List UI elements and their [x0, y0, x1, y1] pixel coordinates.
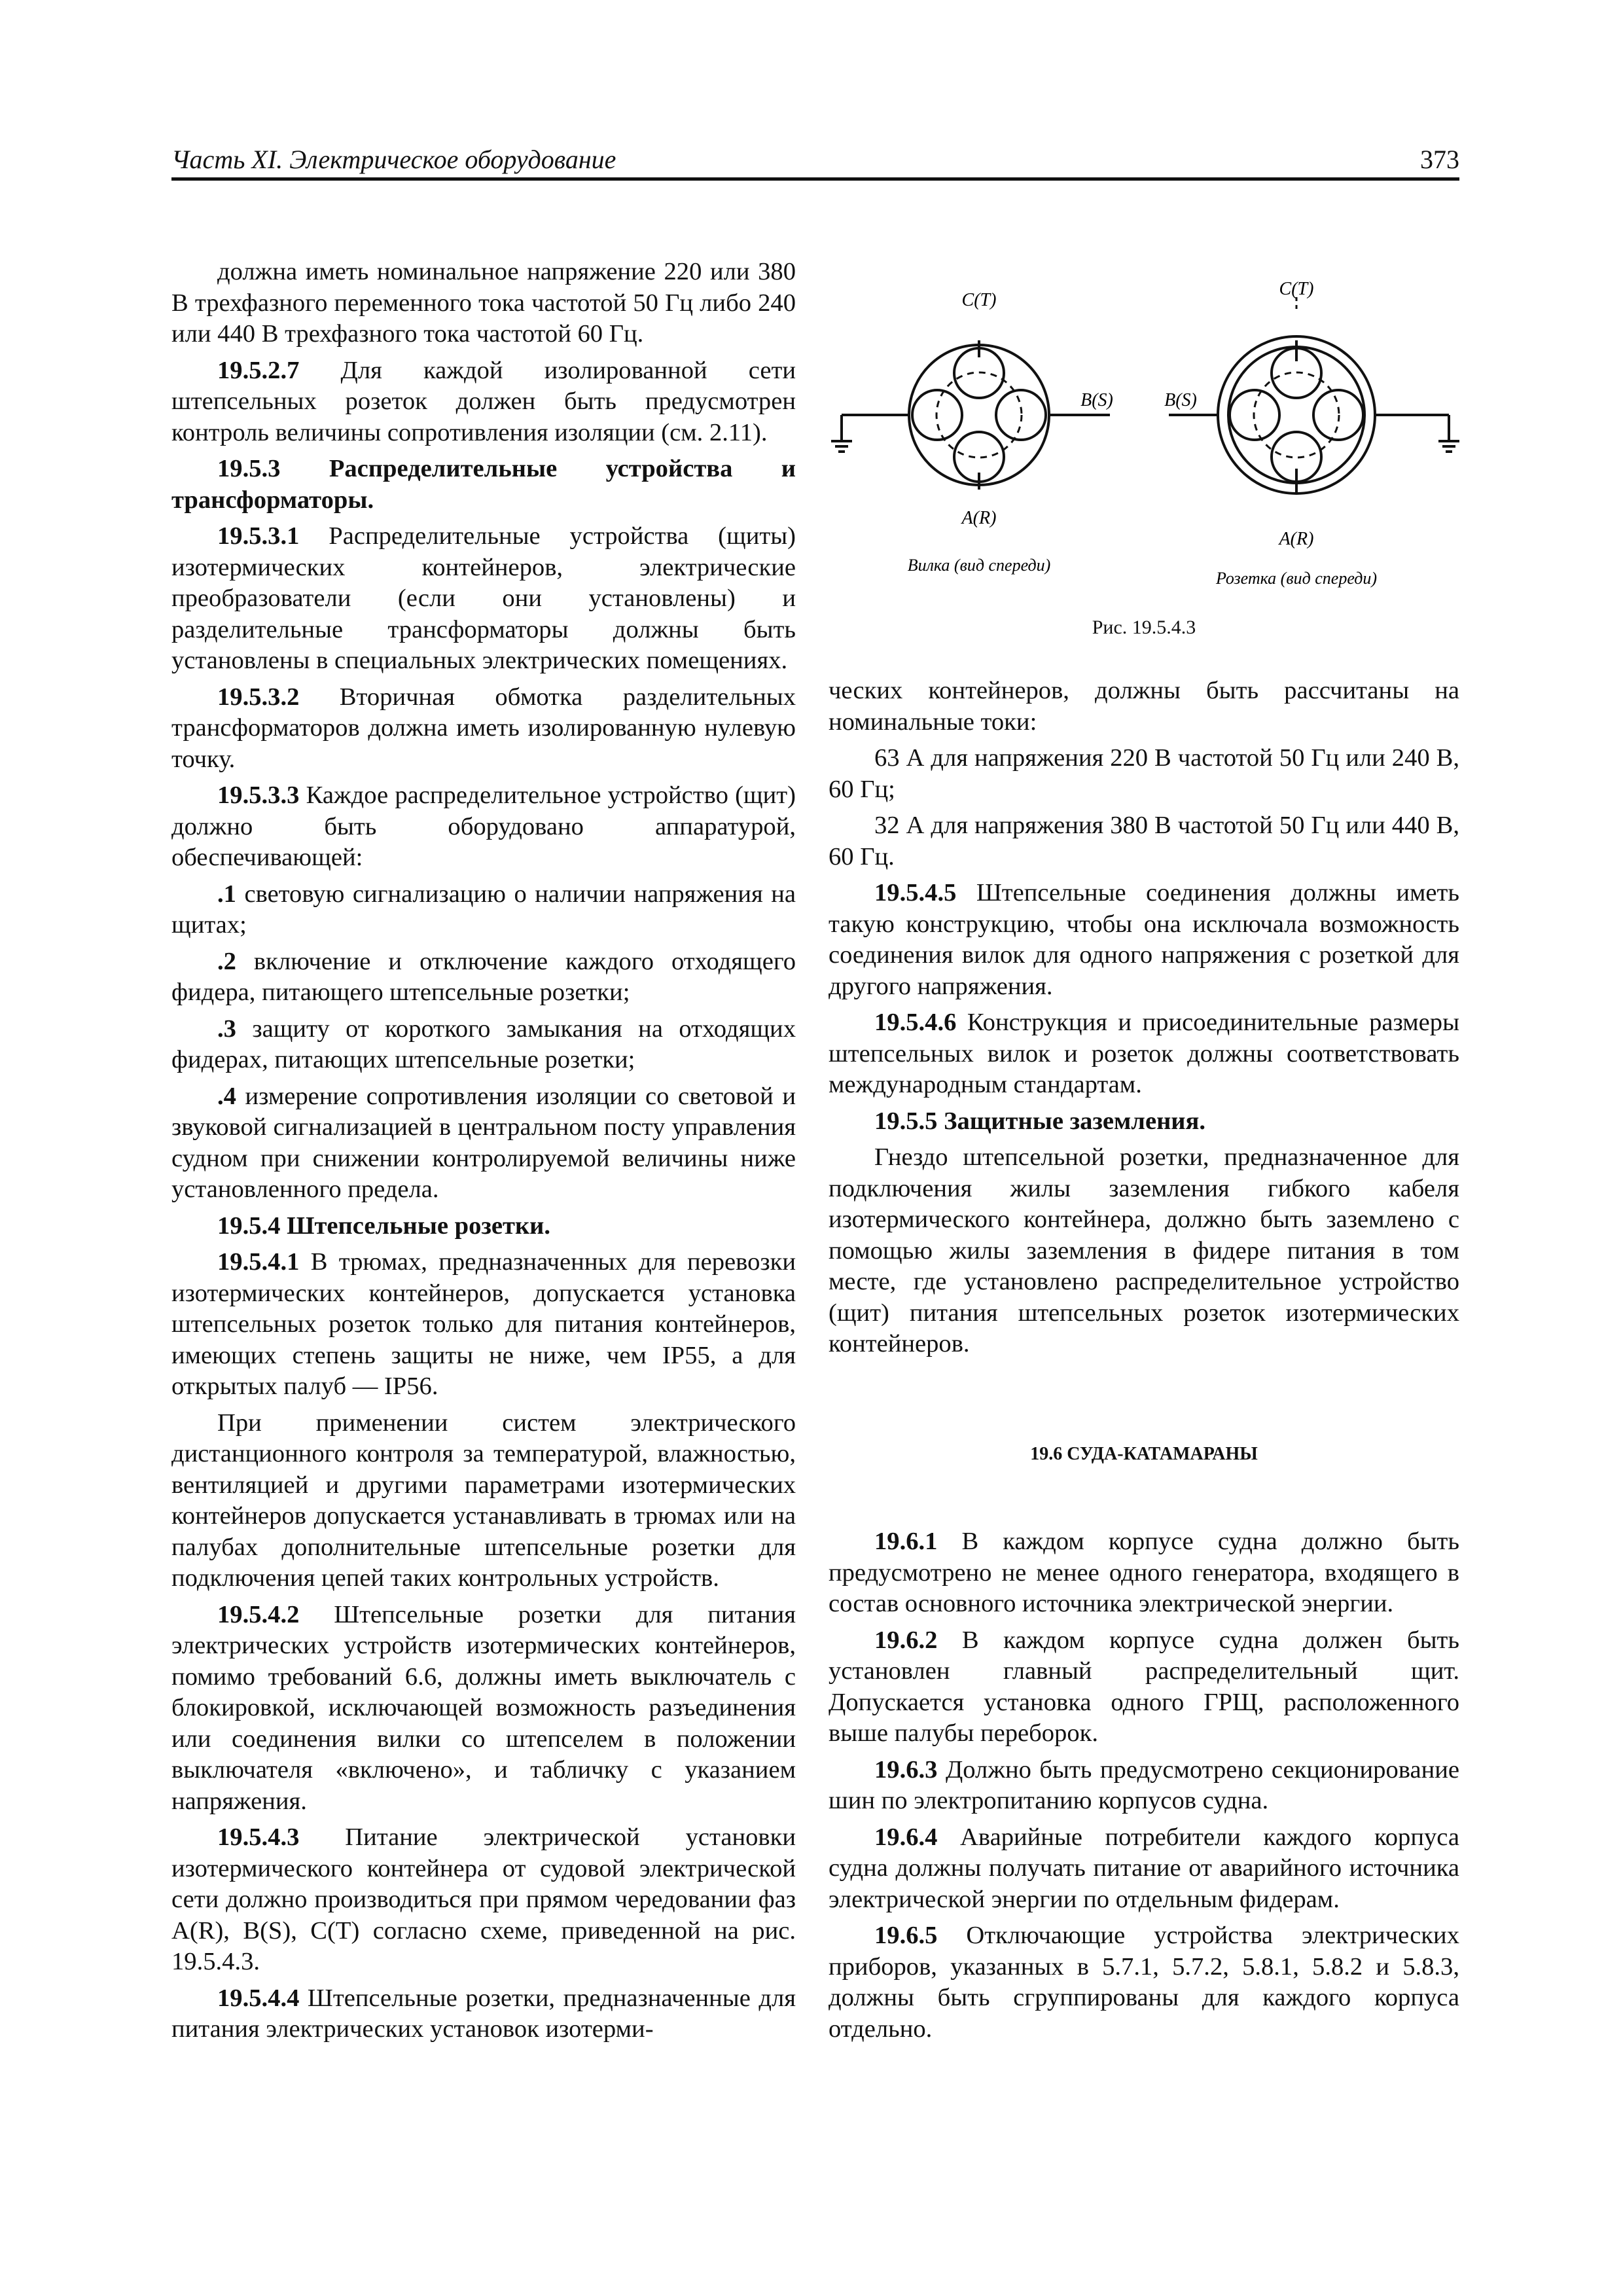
paragraph-text: Отключающие устройства электрических приборов, указанных в 5.7.1, 5.7.2, 5.8.1, 5.8.2 и 5.8.3, должны быть сгруппированы для каждого корпуса отдельно.	[829, 1922, 1459, 2043]
paragraph	[171, 879, 796, 941]
paragraph	[829, 1007, 1459, 1101]
paragraph	[171, 1822, 796, 1978]
paragraph-text: Конструкция и присоединительные размеры штепсельных вилок и розеток должны соответствовать международным стандартам.	[829, 1009, 1459, 1098]
socket-label-top: C(T)	[1279, 279, 1314, 299]
paragraph	[829, 1625, 1459, 1749]
right-column-bottom	[829, 1526, 1459, 2045]
clause-number: 19.5.5 Защитные заземления.	[874, 1107, 1206, 1135]
header-rule	[171, 177, 1459, 181]
paragraph-text: При применении систем электрического дистанционного контроля за температурой, влажностью, вентиляцией и другими параметрами изотермических контейнеров допускается устанавливать в трюмах или на палубах дополнительные штепсельные розетки для подключения цепей таких контрольных устройств.	[171, 1408, 796, 1592]
paragraph-text: измерение сопротивления изоляции со световой и звуковой сигнализацией в центральном посту управления судном при снижении контролируемой величины ниже установленного предела.	[171, 1082, 796, 1203]
clause-number: 19.6.3	[874, 1755, 938, 1784]
paragraph-text: ческих контейнеров, должны быть рассчитаны на номинальные токи:	[829, 677, 1459, 736]
paragraph-text: Для каждой изолированной сети штепсельных розеток должен быть предусмотрен контроль величины сопротивления изоляции (см. 2.11).	[171, 356, 796, 446]
paragraph-text: 32 А для напряжения 380 В частотой 50 Гц или 440 В, 60 Гц.	[829, 812, 1459, 870]
paragraph-text: включение и отключение каждого отходящего фидера, питающего штепсельные розетки;	[171, 947, 796, 1006]
clause-number: 19.5.4.3	[217, 1823, 300, 1851]
paragraph	[171, 682, 796, 776]
paragraph-text: Штепсельные розетки, предназначенные для питания электрических установок изотерми-	[171, 1984, 796, 2043]
paragraph-text: Распределительные устройства (щиты) изотермических контейнеров, электрические преобразователи (если они установлены) и разделительные трансформаторы должны быть установлены в специальных электрических помещениях.	[171, 522, 796, 674]
paragraph	[171, 257, 796, 350]
paragraph	[171, 1983, 796, 2045]
paragraph-text: 63 А для напряжения 220 В частотой 50 Гц или 240 В, 60 Гц;	[829, 744, 1459, 803]
plug-caption: Вилка (вид спереди)	[907, 556, 1051, 575]
paragraph	[171, 1408, 796, 1594]
paragraph-text: световую сигнализацию о наличии напряжения на щитах;	[171, 880, 796, 939]
clause-number: 19.5.4.1	[217, 1248, 300, 1276]
plug-label-top: C(T)	[961, 290, 997, 310]
paragraph	[829, 1822, 1459, 1916]
clause-number: 19.6.1	[874, 1528, 938, 1555]
paragraph	[171, 1211, 796, 1242]
paragraph	[171, 521, 796, 677]
paragraph	[829, 1106, 1459, 1138]
paragraph	[829, 1755, 1459, 1817]
paragraph	[171, 454, 796, 516]
clause-number: .3	[217, 1014, 236, 1043]
clause-number: 19.5.4 Штепсельные розетки.	[217, 1211, 551, 1240]
paragraph-text: Питание электрической установки изотермического контейнера от судовой электрической сети должно производиться при прямом чередовании фаз A(R), B(S), C(T) согласно схеме, приведенной на рис. 19.5.4.3.	[171, 1823, 796, 1975]
clause-number: 19.5.3.2	[217, 683, 300, 711]
clause-number: 19.5.4.5	[874, 879, 957, 906]
paragraph-text: Должно быть предусмотрено секционирование шин по электропитанию корпусов судна.	[829, 1755, 1459, 1814]
paragraph	[171, 1014, 796, 1076]
paragraph	[171, 1247, 796, 1403]
page-number: 373	[1420, 145, 1459, 174]
paragraph-text: В каждом корпусе судна должен быть установлен главный распределительный щит. Допускается установка одного ГРЩ, расположенного выше палубы переборок.	[829, 1626, 1459, 1747]
paragraph	[829, 878, 1459, 1002]
paragraph-text: Аварийные потребители каждого корпуса судна должны получать питание от аварийного источника электрической энергии по отдельным фидерам.	[829, 1823, 1459, 1913]
paragraph	[171, 780, 796, 874]
plug-socket-diagram	[829, 270, 1459, 617]
paragraph-text: В трюмах, предназначенных для перевозки изотермических контейнеров, допускается установка штепсельных розеток только для питания контейнеров, имеющих степень защиты не ниже, чем IP55, а для открытых палуб — IP56.	[171, 1248, 796, 1400]
left-column	[171, 257, 796, 2045]
right-column-top	[829, 675, 1459, 1360]
paragraph-text: Штепсельные соединения должны иметь такую конструкцию, чтобы она исключала возможность соединения вилок для одного напряжения с розеткой для другого напряжения.	[829, 879, 1459, 1000]
running-header-title: Часть XI. Электрическое оборудование	[171, 145, 616, 174]
paragraph	[829, 1142, 1459, 1360]
paragraph	[171, 355, 796, 449]
clause-number: 19.5.3 Распределительные устройства и трансформаторы.	[171, 455, 796, 514]
paragraph	[829, 743, 1459, 805]
clause-number: 19.5.4.6	[874, 1009, 957, 1036]
clause-number: .2	[217, 947, 236, 975]
socket-caption: Розетка (вид спереди)	[1215, 569, 1378, 588]
paragraph	[829, 675, 1459, 738]
clause-number: 19.5.3.1	[217, 522, 300, 550]
paragraph	[171, 946, 796, 1009]
paragraph	[829, 1920, 1459, 2045]
clause-number: 19.6.5	[874, 1922, 938, 1949]
paragraph-text: должна иметь номинальное напряжение 220 или 380 В трехфазного переменного тока частотой 50 Гц либо 240 или 440 В трехфазного тока частотой 60 Гц.	[171, 258, 796, 348]
plug-label-right: B(S)	[1080, 390, 1113, 410]
plug-label-bottom: A(R)	[961, 508, 997, 528]
paragraph-text: защиту от короткого замыкания на отходящих фидерах, питающих штепсельные розетки;	[171, 1014, 796, 1073]
figure-plug-socket	[829, 270, 1459, 636]
paragraph-text: Штепсельные розетки для питания электрических устройств изотермических контейнеров, помимо требований 6.6, должны иметь выключатель с блокировкой, исключающей возможность разъединения или соединения вилки со штепселем в положении выключателя «включено», и табличку с указанием напряжения.	[171, 1600, 796, 1815]
clause-number: 19.6.4	[874, 1823, 938, 1851]
paragraph-text: В каждом корпусе судна должно быть предусмотрено не менее одного генератора, входящего в состав основного источника электрической энергии.	[829, 1528, 1459, 1617]
clause-number: 19.5.4.2	[217, 1600, 300, 1628]
socket-label-left: B(S)	[1164, 390, 1197, 410]
paragraph	[171, 1600, 796, 1818]
running-header	[171, 144, 1459, 178]
paragraph-text: Гнездо штепсельной розетки, предназначенное для подключения жилы заземления гибкого кабеля изотермического контейнера, должно быть заземлено с помощью жилы заземления в фидере питания в том месте, где установлено распределительное устройство (щит) питания штепсельных розеток изотермических контейнеров.	[829, 1143, 1459, 1357]
clause-number: 19.5.2.7	[217, 356, 300, 384]
paragraph	[171, 1081, 796, 1206]
paragraph	[829, 810, 1459, 872]
section-title: 19.6 СУДА-КАТАМАРАНЫ	[1030, 1444, 1258, 1464]
figure-caption: Рис. 19.5.4.3	[1092, 617, 1196, 638]
paragraph-text: Вторичная обмотка разделительных трансформаторов должна иметь изолированную нулевую точку.	[171, 683, 796, 773]
clause-number: 19.6.2	[874, 1626, 938, 1654]
clause-number: .1	[217, 880, 236, 908]
socket-label-bottom: A(R)	[1279, 529, 1314, 549]
paragraph	[829, 1526, 1459, 1620]
clause-number: 19.5.4.4	[217, 1984, 300, 2012]
clause-number: .4	[217, 1082, 236, 1110]
paragraph-text: Каждое распределительное устройство (щит) должно быть оборудовано аппаратурой, обеспечивающей:	[171, 781, 796, 871]
clause-number: 19.5.3.3	[217, 781, 300, 809]
